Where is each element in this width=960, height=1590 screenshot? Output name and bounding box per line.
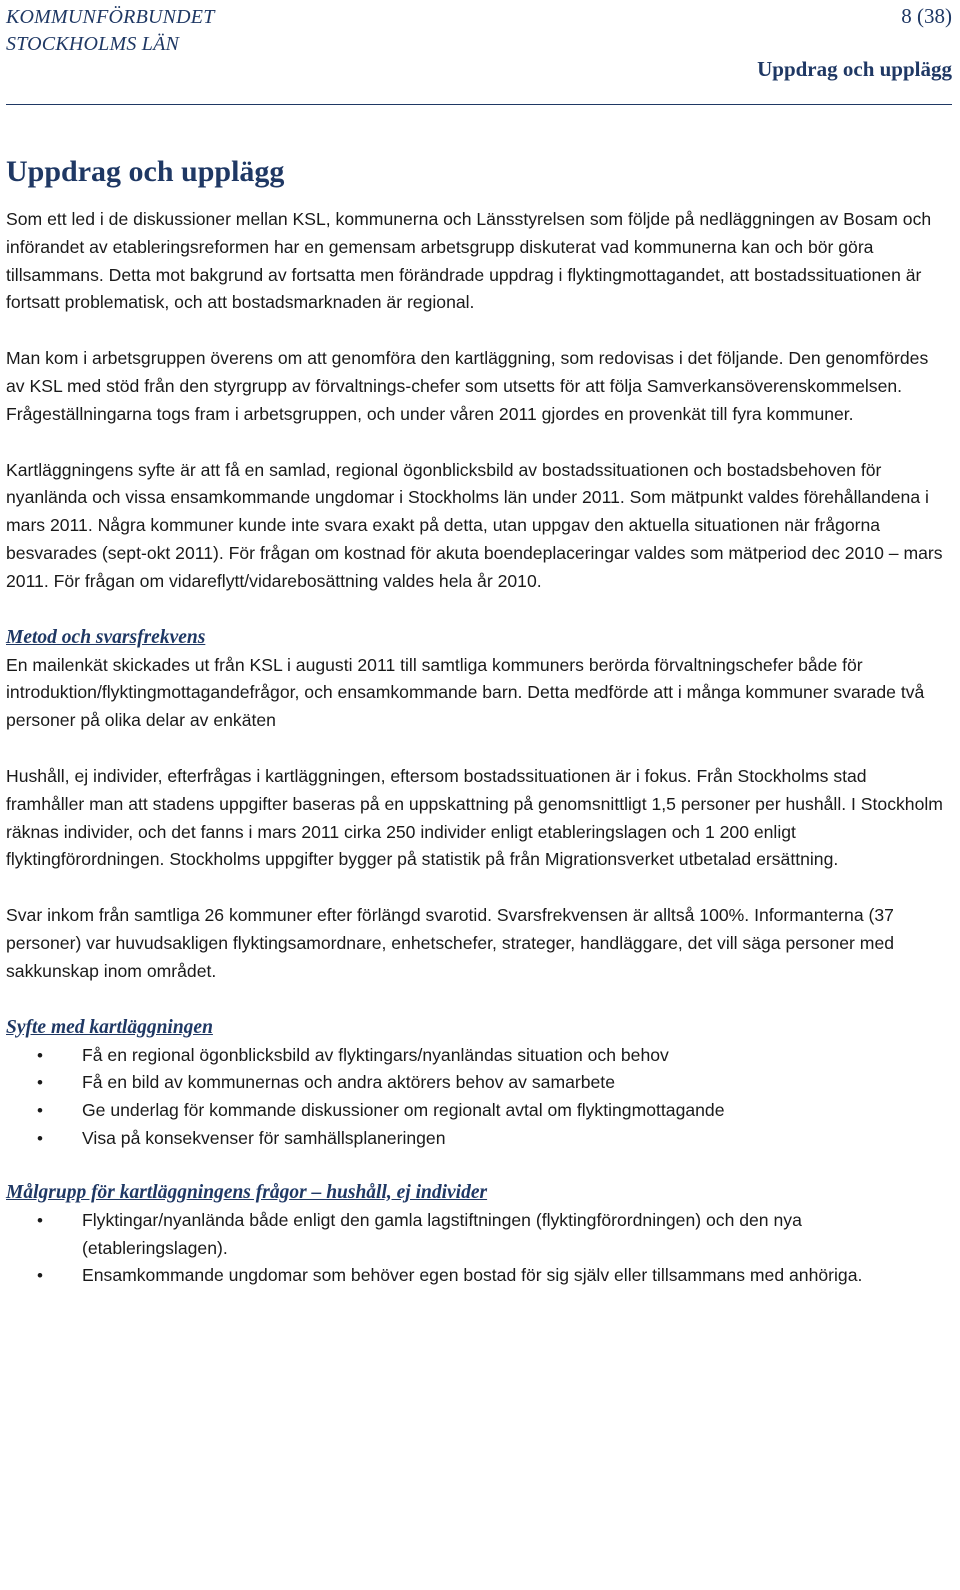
page-title: Uppdrag och upplägg — [6, 155, 285, 188]
list-item: • Få en regional ögonblicksbild av flyktingars/nyanländas situation och behov — [6, 1042, 948, 1070]
organization-line-2: STOCKHOLMS LÄN — [6, 33, 180, 55]
list-item: • Få en bild av kommunernas och andra aktörers behov av samarbete — [6, 1069, 948, 1097]
intro-paragraph-2: Man kom i arbetsgruppen överens om att genomföra den kartläggning, som redovisas i det följande. Den genomfördes av KSL med stöd från den styrgrupp av förvaltnings-chefer som utsetts för att följa Samverkansöverenskommelsen. Frågeställningarna togs fram i arbetsgruppen, och under våren 2011 gjordes en provenkät till fyra kommuner. — [6, 348, 929, 424]
intro-paragraph-1: Som ett led i de diskussioner mellan KSL, kommunerna och Länsstyrelsen som följde på nedläggningen av Bosam och införandet av etableringsreformen har en gemensam arbetsgrupp diskuterat vad kommunerna kan och bör göra tillsammans. Detta mot bakgrund av fortsatta men förändrade uppdrag i flyktingmottagandet, att bostadssituationen är fortsatt problematisk, och att bostadsmarknaden är regional. — [6, 209, 932, 313]
target-heading: Målgrupp för kartläggningens frågor – hushåll, ej individer — [6, 1181, 488, 1203]
page-number: 8 (38) — [901, 4, 952, 28]
organization-line-1: KOMMUNFÖRBUNDET — [6, 6, 215, 28]
purpose-heading: Syfte med kartläggningen — [6, 1016, 213, 1038]
method-section — [6, 624, 948, 986]
intro-paragraph-3: Kartläggningens syfte är att få en samlad, regional ögonblicksbild av bostadssituationen och bostadsbehoven för nyanlända och vissa ensamkommande ungdomar i Stockholms län under 2011. Som mätpunkt valdes förehållandena i mars 2011. Några kommuner kunde inte svara exakt på detta, utan uppgav den aktuella situationen när frågorna besvarades (sept-okt 2011). För frågan om kostnad för akuta boendeplaceringar valdes som mätperiod dec 2010 – mars 2011. För frågan om vidareflytt/vidarebosättning valdes hela år 2010. — [6, 459, 943, 591]
purpose-section — [6, 1014, 948, 1153]
main-content — [6, 152, 948, 1316]
method-paragraph-1: En mailenkät skickades ut från KSL i augusti 2011 till samtliga kommuners berörda förvaltningschefer både för introduktion/flyktingmottagandefrågor, och ensamkommande barn. Detta medförde att i många kommuner svarade två personer på olika delar av enkäten — [6, 654, 925, 731]
method-paragraph-3: Svar inkom från samtliga 26 kommuner efter förlängd svarotid. Svarsfrekvensen är alltså 100%. Informanterna (37 personer) var huvudsakligen flyktingsamordnare, enhetschefer, strateger, handläggare, det vill säga personer med sakkunskap inom området. — [6, 905, 895, 981]
method-heading: Metod och svarsfrekvens — [6, 626, 206, 648]
purpose-list — [6, 1042, 948, 1153]
target-list — [6, 1207, 948, 1290]
target-section — [6, 1179, 948, 1290]
header-divider — [6, 104, 952, 105]
header-section-title: Uppdrag och upplägg — [757, 57, 952, 81]
method-paragraph-2: Hushåll, ej individer, efterfrågas i kartläggningen, eftersom bostadssituationen är i fokus. Från Stockholms stad framhåller man att stadens uppgifter baseras på en uppskattning på genomsnittligt 1,5 personer per hushåll. I Stockholm räknas individer, och det fanns i mars 2011 cirka 250 individer enligt etableringslagen och 1 200 enligt flyktingförordningen. Stockholms uppgifter bygger på statistik på från Migrationsverket utbetalad ersättning. — [6, 765, 943, 870]
page-header — [6, 0, 952, 110]
organization-name — [6, 4, 215, 58]
list-item: • Ensamkommande ungdomar som behöver egen bostad för sig själv eller tillsammans med anhöriga. — [6, 1262, 948, 1290]
list-item: • Visa på konsekvenser för samhällsplaneringen — [6, 1125, 948, 1153]
list-item: • Ge underlag för kommande diskussioner om regionalt avtal om flyktingmottagande — [6, 1097, 948, 1125]
list-item: • Flyktingar/nyanlända både enligt den gamla lagstiftningen (flyktingförordningen) och den nya (etableringslagen). — [6, 1207, 948, 1263]
